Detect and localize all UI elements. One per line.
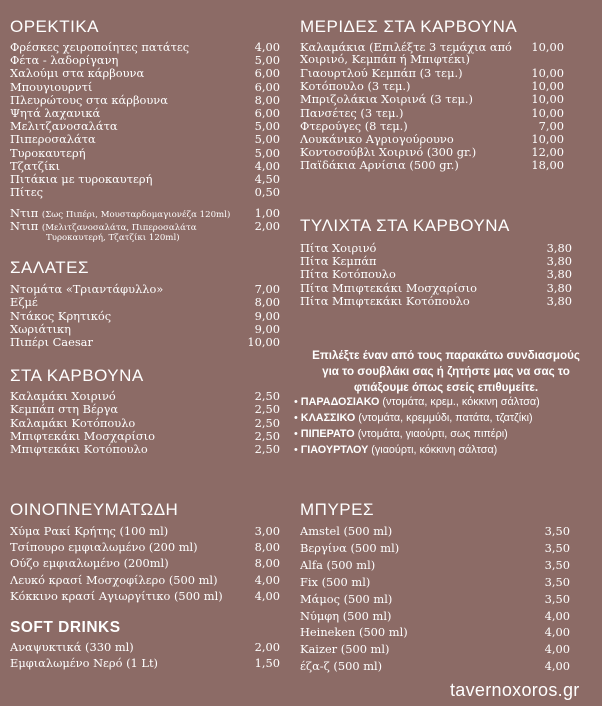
- menu-item: [300, 576, 570, 589]
- item-price: 6,00: [254, 106, 280, 120]
- item-price: 9,00: [254, 308, 280, 323]
- menu-item: [10, 443, 280, 456]
- item-price: 3,50: [544, 540, 570, 555]
- item-price: 18,00: [531, 158, 564, 173]
- bullet-icon: •: [294, 396, 301, 408]
- combo-desc: (ντομάτα, κρεμ., κόκκινη σάλτσα): [382, 396, 540, 408]
- item-price: 10,00: [531, 66, 564, 80]
- item-price: 5,00: [254, 132, 280, 147]
- item-price: 10,00: [247, 335, 280, 350]
- menu-item: [10, 173, 280, 186]
- menu-item: [10, 390, 280, 403]
- item-name: Χύμα Ρακί Κρήτης (100 ml): [10, 525, 169, 538]
- menu-item: [10, 525, 280, 538]
- menu-item: [10, 541, 280, 554]
- menu-item: [300, 559, 570, 572]
- item-name: Καλαμάκι Χοιρινό: [10, 390, 116, 403]
- item-name: Ούζο εμφιαλωμένο (200ml): [10, 557, 169, 571]
- item-name: Εμφιαλωμένο Νερό (1 Lt): [10, 657, 159, 671]
- combo-option: [294, 444, 602, 456]
- item-price: 10,00: [531, 40, 564, 54]
- item-name: Ψητά λαχανικά: [10, 107, 101, 120]
- bullet-icon: •: [294, 412, 301, 424]
- item-price: 4,00: [544, 608, 570, 623]
- menu-item: [10, 430, 280, 443]
- item-name: Καλαμάκι Κοτόπουλο: [10, 416, 136, 430]
- item-name: Βεργίνα (500 ml): [300, 541, 400, 555]
- item-name: Μπριζολάκια Χοιρινά (3 τεμ.): [300, 93, 473, 107]
- menu-item: [10, 133, 280, 146]
- item-price: 2,00: [254, 640, 280, 654]
- combo-option: [294, 428, 602, 440]
- menu-item: [10, 403, 280, 416]
- menu-item: [10, 417, 280, 430]
- item-price: 8,00: [254, 295, 280, 310]
- item-name: Κοντοσούβλι Χοιρινό (300 gr.): [300, 146, 477, 160]
- item-price: 4,50: [254, 172, 280, 186]
- item-price: 8,00: [254, 540, 280, 555]
- menu-item: [10, 657, 280, 670]
- item-name: Φέτα - λαδορίγανη: [10, 54, 119, 68]
- item-price: 12,00: [531, 145, 564, 160]
- website-url: tavernoxoros.gr: [450, 680, 580, 700]
- combo-label: ΠΙΠΕΡΑΤΟ: [300, 428, 355, 440]
- item-price: 8,00: [254, 556, 280, 571]
- item-name: Kaizer (500 ml): [300, 643, 390, 657]
- menu-item: [300, 159, 564, 172]
- menu-item: [300, 610, 570, 623]
- combo-desc: (ντομάτα, κρεμμύδι, πατάτα, τζατζίκι): [358, 412, 533, 424]
- menu-item: [300, 593, 570, 606]
- item-price: 3,50: [544, 574, 570, 589]
- item-price: 4,00: [254, 158, 280, 173]
- item-price: 1,50: [254, 656, 280, 671]
- item-price: 3,00: [254, 524, 280, 538]
- dip1-note: (Σως Πιπέρι, Μουσταρδομαγιονέζα 120ml): [41, 210, 231, 220]
- item-name: Τσίπουρο εμφιαλωμένο (200 ml): [10, 541, 198, 555]
- menu-item: [10, 107, 280, 120]
- item-name: Πιπεροσαλάτα: [10, 133, 96, 147]
- combo-label: ΓΙΑΟΥΡΤΛΟΥ: [300, 444, 369, 456]
- item-name: Πίτες: [10, 186, 43, 200]
- bullet-icon: •: [294, 428, 301, 440]
- item-name: Πιτάκια με τυροκαυτερή: [10, 173, 153, 186]
- item-name: Ντάκος Κρητικός: [10, 309, 112, 323]
- menu-item: [10, 67, 280, 80]
- item-price: 2,50: [254, 389, 280, 403]
- item-name: Χαλούμι στα κάρβουνα: [10, 67, 145, 81]
- item-name: Κοτόπουλο (3 τεμ.): [300, 80, 411, 94]
- combos-intro: [298, 348, 594, 396]
- item-name: Φρέσκες χειροποίητες πατάτες: [10, 41, 190, 54]
- menu-item: [10, 283, 280, 296]
- menu-item: [300, 146, 564, 159]
- item-price: 10,00: [531, 92, 564, 107]
- item-price: 10,00: [531, 132, 564, 146]
- menu-item: [300, 80, 564, 93]
- menu-item: [10, 336, 280, 349]
- section-title-salates: ΣΑΛΑΤΕΣ: [10, 258, 90, 277]
- item-price: 10,00: [531, 79, 564, 94]
- item-price: 3,80: [546, 293, 572, 308]
- item-price: 3,80: [546, 241, 572, 255]
- item-price: 4,00: [254, 588, 280, 603]
- item-price: 4,00: [254, 40, 280, 54]
- menu-item: [300, 542, 570, 555]
- item-name: Παϊδάκια Αρνίσια (500 gr.): [300, 159, 459, 173]
- item-name: Πλευρώτους στα κάρβουνα: [10, 93, 168, 107]
- item-name: Αναψυκτικά (330 ml): [10, 641, 134, 654]
- menu-item: [10, 310, 280, 323]
- item-price: 10,00: [531, 105, 564, 120]
- item-name: Κόκκινο κρασί Αγιωργίτικο (500 ml): [10, 589, 223, 603]
- menu-item: [300, 295, 572, 308]
- dip2-note-line2: [46, 232, 246, 245]
- item-price: 5,00: [254, 53, 280, 68]
- item-name: Μπιφτεκάκι Μοσχαρίσιο: [10, 429, 155, 443]
- menu-item-kalamakia-line2: [300, 53, 564, 66]
- section-title-tylixta: ΤΥΛΙΧΤΑ ΣΤΑ ΚΑΡΒΟΥΝΑ: [300, 216, 510, 235]
- item-price: 7,00: [538, 118, 564, 133]
- item-name: Πίτα Κεμπάπ: [300, 255, 377, 269]
- item-price: 3,50: [544, 591, 570, 606]
- menu-item: [10, 186, 280, 199]
- item-price: 8,00: [254, 92, 280, 107]
- menu-item: [10, 54, 280, 67]
- intro-line-2: για το σουβλάκι σας ή ζητήστε μας να σας το: [322, 365, 570, 378]
- item-price: 3,80: [546, 267, 572, 282]
- menu-item: [300, 255, 572, 268]
- item-name: Πίτα Μπιφτεκάκι Μοσχαρίσιο: [300, 281, 477, 295]
- section-title-karvouna: ΣΤΑ ΚΑΡΒΟΥΝΑ: [10, 366, 144, 385]
- item-price: 4,00: [544, 625, 570, 640]
- combo-option: [294, 396, 602, 408]
- item-price: 2,00: [254, 219, 280, 233]
- section-title-beers: ΜΠΥΡΕΣ: [300, 500, 374, 519]
- item-name: Heineken (500 ml): [300, 626, 408, 640]
- item-name: Ντομάτα «Τριαντάφυλλο»: [10, 283, 164, 296]
- menu-item: [10, 160, 280, 173]
- section-title-merides: ΜΕΡΙΔΕΣ ΣΤΑ ΚΑΡΒΟΥΝΑ: [300, 17, 518, 36]
- menu-item: [10, 557, 280, 570]
- menu-item: [300, 242, 572, 255]
- item-price: 3,80: [546, 254, 572, 269]
- item-price: 1,00: [254, 206, 280, 220]
- item-name: Μελιτζανοσαλάτα: [10, 120, 118, 134]
- item-name: Μπιφτεκάκι Κοτόπουλο: [10, 443, 148, 457]
- menu-item: [300, 133, 564, 146]
- item-name: Alfa (500 ml): [300, 558, 376, 572]
- menu-item: [10, 81, 280, 94]
- menu-item: [10, 323, 280, 336]
- section-title-orektika: ΟΡΕΚΤΙΚΑ: [10, 17, 100, 36]
- item-price: 4,00: [544, 642, 570, 657]
- item-name: Φτερούγες (8 τεμ.): [300, 119, 408, 133]
- item-name: Μπουγιουρντί: [10, 80, 93, 94]
- item-name: Γιαουρτλού Κεμπάπ (3 τεμ.): [300, 67, 463, 80]
- item-name: Χωριάτικη: [10, 322, 71, 336]
- item-price: 6,00: [254, 66, 280, 81]
- item-name: έζα-ζ (500 ml): [300, 660, 383, 674]
- item-price: 2,50: [254, 415, 280, 430]
- menu-item: [10, 641, 280, 654]
- intro-line-1: Επιλέξτε έναν από τους παρακάτω συνδιασμούς: [312, 349, 580, 362]
- dip2-name: Ντιπ: [10, 220, 39, 233]
- menu-item: [10, 147, 280, 160]
- menu-item: [10, 574, 280, 587]
- item-name-line2: Χοιρινό, Κεμπάπ ή Μπιφτέκι): [300, 53, 470, 66]
- menu-item: [300, 660, 570, 673]
- item-price: 3,50: [544, 557, 570, 572]
- item-price: 9,00: [254, 321, 280, 336]
- menu-item: [300, 67, 564, 80]
- item-price: 0,50: [254, 185, 280, 200]
- menu-item: [300, 120, 564, 133]
- dip1-name: Ντιπ: [10, 207, 39, 220]
- combo-desc: (γιαούρτι, κόκκινη σάλτσα): [371, 444, 498, 456]
- combo-desc: (ντομάτα, γιαούρτι, σως πιπέρι): [357, 428, 508, 440]
- combo-label: ΠΑΡΑΔΟΣΙΑΚΟ: [300, 396, 380, 408]
- item-name: Πιπέρι Caesar: [10, 336, 93, 350]
- item-price: 4,00: [544, 659, 570, 674]
- item-price: 2,50: [254, 442, 280, 457]
- menu-item: [10, 120, 280, 133]
- menu-item: [10, 590, 280, 603]
- menu-item: [300, 525, 570, 538]
- menu-item: [300, 93, 564, 106]
- item-price: 2,50: [254, 428, 280, 443]
- item-name: Fix (500 ml): [300, 575, 371, 589]
- item-price: 3,80: [546, 280, 572, 295]
- item-name: Πίτα Μπιφτεκάκι Κοτόπουλο: [300, 294, 470, 308]
- intro-line-3: φτιάξουμε όπως εσείς επιθυμείτε.: [353, 381, 539, 394]
- menu-item: [300, 643, 570, 656]
- dip2-note-1: (Μελιτζανοσαλάτα, Πιπεροσαλάτα: [41, 223, 197, 233]
- menu-item: [300, 282, 572, 295]
- item-price: 5,00: [254, 119, 280, 134]
- item-price: 3,50: [544, 524, 570, 538]
- item-name: Πίτα Κοτόπουλο: [300, 268, 396, 282]
- item-name: Λευκό κρασί Μοσχοφίλερο (500 ml): [10, 573, 218, 587]
- item-name: Πανσέτες (3 τεμ.): [300, 106, 404, 120]
- item-price: 7,00: [254, 282, 280, 296]
- menu-item: [10, 41, 280, 54]
- menu-item: [10, 296, 280, 309]
- combo-label: ΚΛΑΣΣΙΚΟ: [300, 412, 356, 424]
- menu-item: [300, 626, 570, 639]
- combo-option: [294, 412, 602, 424]
- dip2-note-2: Τυροκαυτερή, Τζατζίκι 120ml): [46, 233, 180, 243]
- item-name: Τυροκαυτερή: [10, 146, 86, 160]
- item-name: Κεμπάπ στη Βέργα: [10, 403, 119, 417]
- item-name: Νύμφη (500 ml): [300, 609, 392, 623]
- section-title-soft-drinks: SOFT DRINKS: [10, 619, 121, 636]
- item-name: Μάμος (500 ml): [300, 592, 393, 606]
- item-name: Λουκάνικο Αγριογούρουνο: [300, 133, 454, 146]
- item-price: 4,00: [254, 572, 280, 587]
- item-name-line1: Καλαμάκια (Επιλέξτε 3 τεμάχια από: [300, 41, 512, 54]
- menu-item: [300, 268, 572, 281]
- item-name: Εζμέ: [10, 296, 38, 310]
- item-name: Amstel (500 ml): [300, 525, 393, 538]
- item-name: Πίτα Χοιρινό: [300, 242, 377, 255]
- item-price: 6,00: [254, 79, 280, 94]
- item-name: Τζατζίκι: [10, 159, 60, 173]
- item-price: 2,50: [254, 402, 280, 417]
- menu-item: [300, 107, 564, 120]
- menu-item: [10, 94, 280, 107]
- bullet-icon: •: [294, 444, 301, 456]
- item-price: 5,00: [254, 145, 280, 160]
- section-title-oinopnevmatodi: ΟΙΝΟΠΝΕΥΜΑΤΩΔΗ: [10, 500, 179, 519]
